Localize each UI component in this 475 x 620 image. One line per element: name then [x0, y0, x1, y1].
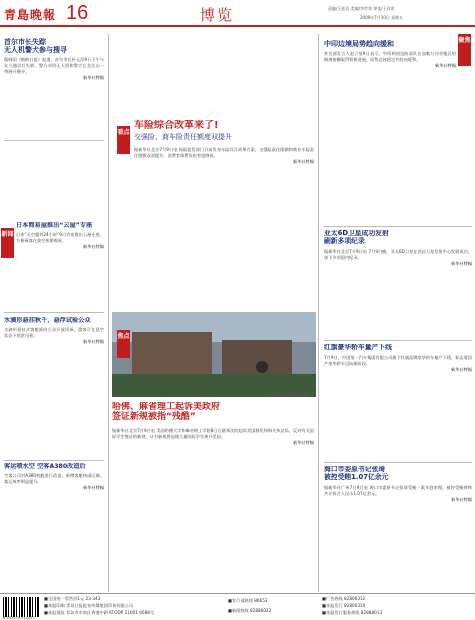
column-divider	[108, 34, 109, 592]
article-subtitle: 刷新多项纪录	[324, 236, 365, 245]
footer-ad-hotline: ■广告热线 82806312	[322, 596, 366, 601]
article-border	[324, 40, 456, 140]
article-body: 7月9日，中国第一汽车集团有限公司旗下红旗品牌豪华轿车量产下线，标志着国产豪华轿车迈向新阶段。	[324, 354, 472, 366]
footer-distribution-hotline: ■发行部热线 86653	[228, 598, 268, 603]
article-title: 红旗豪华轿车量产下线	[324, 344, 392, 351]
barcode-image	[3, 597, 39, 617]
article-hongqi	[324, 344, 472, 462]
focus-bar: 焦点	[117, 330, 130, 358]
article-title: 车险综合改革来了!	[134, 120, 219, 131]
article-body: 据新华社北京7月9日电 美国哈佛大学和麻省理工学院8日在联邦法院起诉美国移民和海关执法局，反对有关国际学生签证的新规，认为新规将迫使大量国际学生离开美国。	[112, 427, 314, 439]
article-body: 外交部发言人赵立坚9日表示，中印两国边防部队在加勒万河谷地区的脱离接触取得积极进展，局势总体稳定并趋向缓和。	[324, 51, 456, 63]
article-car-insurance	[134, 120, 314, 310]
footer-printer: ■本报印刷 青岛日报报业传媒集团印务有限公司	[44, 603, 134, 608]
page-footer	[0, 593, 475, 620]
article-seoul-mayor	[4, 38, 104, 138]
article-title: 海口市委原书记张琦	[324, 466, 386, 473]
article-title: 水滴形悬挂秋千，悬浮试验公众	[4, 317, 91, 324]
article-source: 新华社特稿	[83, 485, 104, 491]
article-source: 新华社特稿	[451, 496, 472, 502]
article-title: 客运喷水空 空客A380改造后	[4, 463, 86, 470]
article-body: 据新华社北京7月9日电 7月9日晚，亚太6D卫星在西昌卫星发射中心发射成功，创下多项国内纪录。	[324, 248, 472, 260]
article-title: 哈佛、麻省理工起诉美政府	[112, 402, 221, 412]
barcode-number: 6 932079 510027	[3, 616, 36, 620]
article-body: 空客公司对A380机舱进行改造，新增客舱休闲区域，客运效率明显提升。	[4, 473, 104, 485]
article-source: 新华社特稿	[83, 244, 104, 250]
article-body: 水滴形悬挂式客舱面向公众开放试乘，游客可在悬空状态下欣赏风景。	[4, 327, 104, 339]
footer-service-hotline: ■本报发行服务热线 82888013	[322, 610, 383, 615]
article-satellite	[324, 230, 472, 338]
article-divider	[4, 460, 104, 461]
footer-address: ■本报地址 青岛市市南区香港中路 KTODP 11001 6088号	[44, 610, 155, 615]
article-subtitle: 交强险、商车险责任额度双提升	[134, 132, 232, 141]
article-source: 新华社特稿	[293, 439, 314, 445]
article-swing	[4, 317, 104, 417]
issue-date: 2009年7月10日 星期五	[360, 15, 404, 20]
article-source: 新华社特稿	[451, 260, 472, 266]
harvard-photo	[112, 312, 316, 397]
photo-caption: 美国哈佛大学校园 新华社发	[264, 392, 314, 397]
article-title: 亚太6D卫星成功发射	[324, 230, 389, 237]
article-body: 据新华社北京7月9日电 保险监管部门日前发布车险综合改革方案，交强险责任限额和商业车险责任限额双双提升，消费者保费负担有望降低。	[134, 146, 314, 158]
article-body: 据新华社广州7月9日电 海口市委原书记张琦受贿一案开庭审理，被控受贿财物共计折合人民币1.07亿余元。	[324, 484, 472, 496]
article-divider	[324, 226, 472, 227]
article-source: 新华社特稿	[83, 75, 104, 81]
footer-circulation: ■本报发行 82800310	[322, 603, 366, 608]
photo-image	[112, 312, 316, 397]
article-subtitle: 被控受贿1.07亿余元	[324, 472, 389, 481]
article-source: 新华社特稿	[293, 158, 314, 164]
spotlight-bar: 聚焦	[458, 34, 471, 66]
article-haikou	[324, 466, 472, 592]
page-header	[0, 0, 475, 27]
article-divider	[324, 340, 472, 341]
article-body: 日本“天空露营24小时”9日宣布推出云屋专座，方便乘客在高空休憩观景。	[16, 232, 104, 244]
article-divider	[324, 462, 472, 463]
article-title: 日本简易屋推出“云屋”专座	[16, 222, 93, 229]
footer-news-hotline: ■新闻热线 82886022	[228, 608, 272, 613]
page-number: 16	[66, 2, 89, 24]
article-divider	[4, 140, 104, 141]
article-harvard	[112, 402, 314, 592]
footer-price: ■全国统一零售价1元 23-343	[44, 596, 101, 601]
editor-credits: 责编/王松岩 美编/李世华 审读/王祥宏	[328, 6, 395, 11]
section-title: 博览	[200, 6, 235, 24]
article-body: 据韩国《朝鲜日报》报道，首尔市长朴元淳9日下午与女儿通话后失联，警方动用无人机和警犬在北岳山一带展开搜寻。	[4, 57, 104, 75]
article-source: 新华社特稿	[435, 63, 456, 69]
article-a380	[4, 463, 104, 591]
news-bar: 新闻	[1, 228, 14, 258]
article-subtitle: 签证新规被指“残酷”	[112, 412, 196, 423]
article-title: 首尔市长失踪	[4, 38, 46, 46]
article-source: 新华社特稿	[451, 366, 472, 372]
article-source: 新华社特稿	[83, 339, 104, 345]
newspaper-logo: 青島晚報	[4, 8, 57, 22]
article-subtitle: 无人机警犬参与搜寻	[4, 46, 67, 55]
column-divider	[318, 34, 319, 592]
highlight-bar: 看点	[117, 126, 130, 154]
article-divider	[4, 312, 104, 313]
article-cloud-house	[4, 222, 104, 310]
article-title: 中印边境局势趋向缓和	[324, 40, 394, 48]
